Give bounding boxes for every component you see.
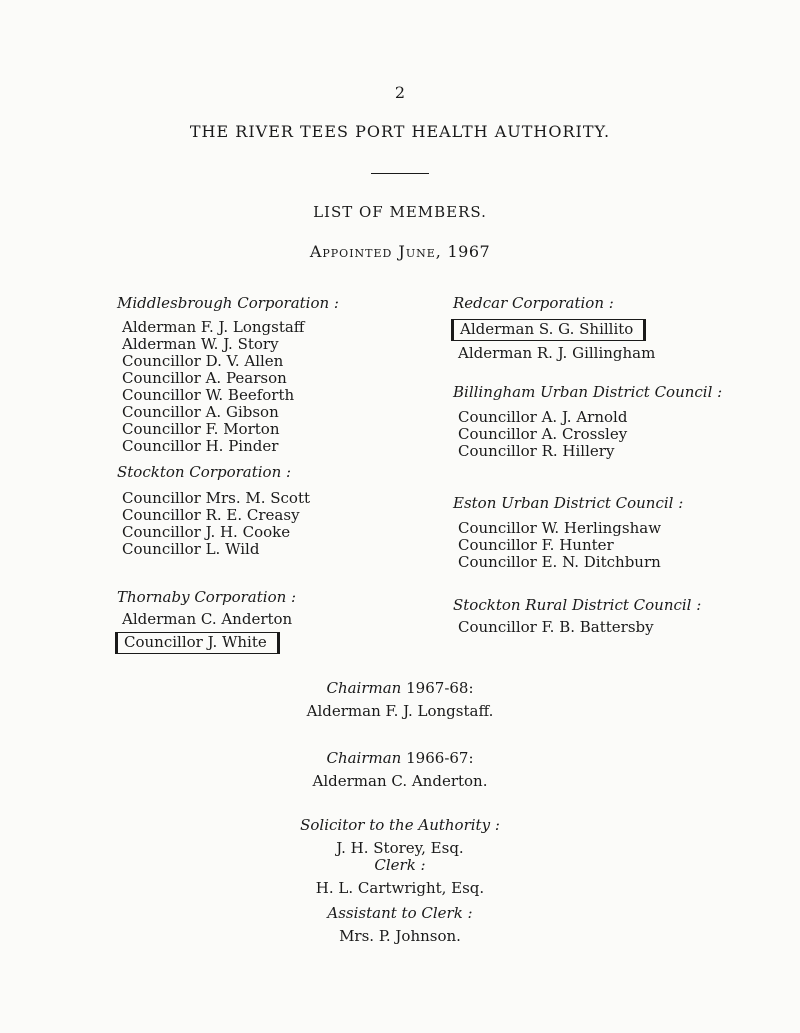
member-item: Councillor J. H. Cooke [122,523,291,541]
member-item: Councillor F. Morton [122,420,280,438]
member-item-boxed: Alderman S. G. Shillito [451,319,646,341]
member-item: Councillor W. Herlingshaw [458,519,662,537]
member-item: Councillor F. Hunter [458,536,614,554]
member-item: Councillor F. B. Battersby [458,618,654,636]
officer-role: Clerk : [374,856,426,874]
officer-chairman-1966-67 [0,748,800,791]
appointed-date [0,242,800,261]
officer-name: Mrs. P. Johnson. [339,927,461,945]
officer-role: Assistant to Clerk : [327,904,473,922]
group-heading: Eston Urban District Council : [453,494,684,512]
member-item: Councillor W. Beeforth [122,386,295,404]
member-item: Councillor D. V. Allen [122,352,284,370]
member-item: Councillor A. Pearson [122,369,287,387]
officer-name: J. H. Storey, Esq. [336,839,464,857]
officer-period: 1967-68: [406,679,474,697]
officer-role-label: Chairman [326,749,402,767]
group-heading: Redcar Corporation : [453,294,614,312]
member-item: Councillor L. Wild [122,540,260,558]
member-item: Councillor Mrs. M. Scott [122,489,311,507]
officer-role [0,678,800,698]
officer-name: H. L. Cartwright, Esq. [315,879,485,897]
group-thornaby-corporation [117,588,296,658]
member-item: Councillor A. Crossley [458,425,628,443]
officer-solicitor [0,815,800,858]
group-heading: Stockton Rural District Council : [453,596,702,614]
group-redcar-corporation [453,294,655,362]
officer-period: 1966-67: [406,749,474,767]
member-item: Alderman W. J. Story [122,335,279,353]
group-stockton-rdc [453,596,701,636]
appointed-year: 1967 [447,242,491,261]
page-number: 2 [394,83,406,102]
document-title: THE RIVER TEES PORT HEALTH AUTHORITY. [189,122,611,141]
group-heading: Middlesbrough Corporation : [117,294,339,312]
member-item: Councillor H. Pinder [122,437,279,455]
group-heading: Billingham Urban District Council : [453,383,723,401]
officer-role: Solicitor to the Authority : [300,816,500,834]
officer-role-label: Chairman [326,679,402,697]
officer-name: Alderman F. J. Longstaff. [306,702,494,720]
member-item: Councillor R. Hillery [458,442,615,460]
title-divider [371,173,429,174]
group-eston-udc [453,494,683,571]
member-item: Councillor E. N. Ditchburn [458,553,661,571]
officer-name: Alderman C. Anderton. [312,772,488,790]
officer-role [0,748,800,768]
group-middlesbrough-corporation [117,294,339,455]
appointed-label: Appointed June, [309,242,442,261]
group-billingham-udc [453,383,722,460]
member-item: Alderman C. Anderton [122,610,293,628]
member-item-boxed: Councillor J. White [115,632,280,654]
group-heading: Thornaby Corporation : [117,588,297,606]
group-heading: Stockton Corporation : [117,463,292,481]
list-subtitle: LIST OF MEMBERS. [313,203,487,221]
group-stockton-corporation [117,463,310,558]
member-item: Alderman R. J. Gillingham [458,344,656,362]
member-item: Councillor A. Gibson [122,403,279,421]
officer-assistant-clerk [0,903,800,946]
officer-clerk [0,855,800,898]
member-item: Councillor A. J. Arnold [458,408,628,426]
member-item: Councillor R. E. Creasy [122,506,300,524]
member-item: Alderman F. J. Longstaff [122,318,305,336]
officer-chairman-1967-68 [0,678,800,721]
